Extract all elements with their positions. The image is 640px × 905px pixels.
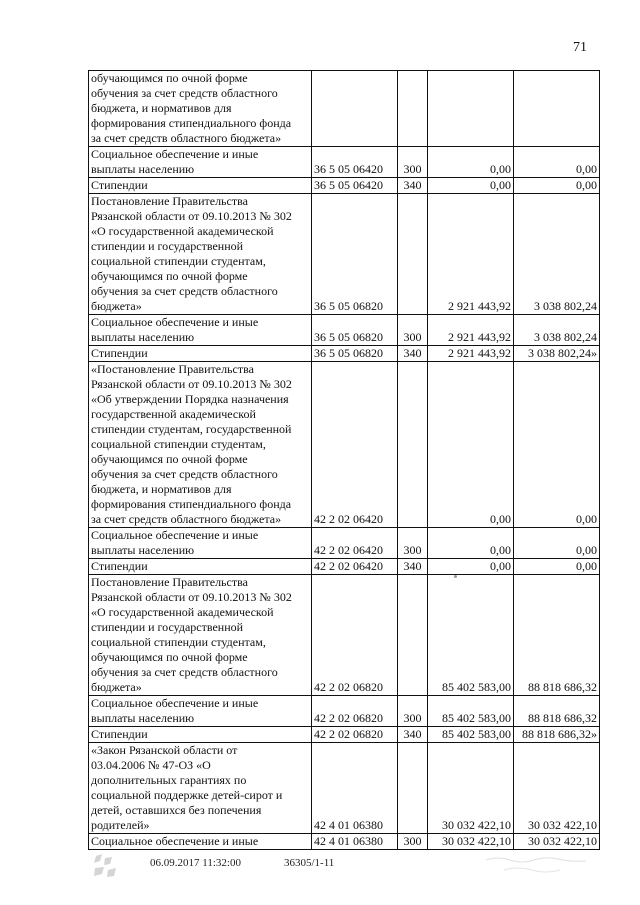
row-description [89,834,312,850]
row-description [89,315,312,346]
description-line: стипендии и государственной [91,620,244,634]
row-amount-year-1: 30 032 422,10 [428,743,514,834]
row-amount-year-1: 85 402 583,00 [428,575,514,696]
faded-stamp-icon [90,852,120,880]
table-row [89,315,600,346]
description-line: выплаты населению [91,543,195,557]
row-amount-year-1 [428,71,514,147]
table-row [89,147,600,178]
row-amount-year-2: 88 818 686,32 [514,696,600,727]
row-description [89,528,312,559]
description-line: обучения за счет средств областного [91,467,278,481]
row-budget-code: 42 2 02 06420 [312,362,398,528]
row-expense-type: 300 [398,315,428,346]
description-line: бюджета, и нормативов для [91,482,232,496]
row-expense-type [398,71,428,147]
description-line: Постановление Правительства [91,575,248,589]
row-budget-code: 36 5 05 06820 [312,194,398,315]
row-amount-year-2: 0,00 [514,362,600,528]
description-line: выплаты населению [91,162,195,176]
row-amount-year-2: 30 032 422,10 [514,834,600,850]
row-amount-year-1: 0,00 [428,362,514,528]
row-amount-year-1: 0,00 [428,178,514,194]
row-budget-code: 42 2 02 06820 [312,696,398,727]
footer-document-code: 36305/1-11 [284,857,335,869]
description-line: формирования стипендиального фонда [91,497,292,511]
description-line: 03.04.2006 № 47-ОЗ «О [91,758,211,772]
table-row [89,727,600,743]
row-budget-code: 36 5 05 06420 [312,178,398,194]
row-expense-type: 300 [398,147,428,178]
row-description [89,727,312,743]
row-amount-year-1: 2 921 443,92 [428,315,514,346]
description-line: обучающимся по очной форме [91,452,248,466]
description-line: Рязанской области от 09.10.2013 № 302 [91,590,292,604]
description-line: Стипендии [91,178,148,192]
description-line: Социальное обеспечение и иные [91,696,259,710]
row-amount-year-2: 0,00 [514,559,600,575]
row-description [89,147,312,178]
description-line: обучения за счет средств областного [91,284,278,298]
description-line: стипендии студентам, государственной [91,422,292,436]
description-line: государственной академической [91,407,256,421]
row-amount-year-2: 3 038 802,24» [514,346,600,362]
row-amount-year-2: 0,00 [514,528,600,559]
description-line: обучающимся по очной форме [91,269,248,283]
row-budget-code: 42 2 02 06820 [312,727,398,743]
row-amount-year-1: 2 921 443,92 [428,346,514,362]
row-description [89,178,312,194]
row-expense-type: 340 [398,559,428,575]
description-line: формирования стипендиального фонда [91,116,292,130]
table-row [89,362,600,528]
row-amount-year-2: 0,00 [514,178,600,194]
description-line: Социальное обеспечение и иные [91,147,259,161]
description-line: стипендии и государственной [91,239,244,253]
description-line: бюджета» [91,299,142,313]
table-row [89,559,600,575]
row-amount-year-1: 2 921 443,92 [428,194,514,315]
description-line: социальной поддержке детей-сирот и [91,788,283,802]
row-amount-year-2: 0,00 [514,147,600,178]
description-line: бюджета, и нормативов для [91,101,232,115]
description-line: Стипендии [91,559,148,573]
row-expense-type: 300 [398,696,428,727]
description-line: социальной стипендии студентам, [91,437,266,451]
row-budget-code: 36 5 05 06820 [312,346,398,362]
description-line: выплаты населению [91,711,195,725]
table-row [89,743,600,834]
description-line: дополнительных гарантиях по [91,773,247,787]
row-expense-type: 340 [398,346,428,362]
row-description [89,362,312,528]
description-line: выплаты населению [91,330,195,344]
row-amount-year-2: 3 038 802,24 [514,194,600,315]
table-row [89,194,600,315]
footer-date: 06.09.2017 11:32:00 [150,857,241,869]
row-expense-type [398,194,428,315]
description-line: за счет средств областного бюджета» [91,131,282,145]
table-row [89,528,600,559]
row-amount-year-2: 88 818 686,32 [514,575,600,696]
row-expense-type: 300 [398,528,428,559]
description-line: «Закон Рязанской области от [91,743,238,757]
row-expense-type [398,362,428,528]
description-line: Рязанской области от 09.10.2013 № 302 [91,377,292,391]
row-budget-code: 42 2 02 06820 [312,575,398,696]
description-line: «О государственной академической [91,605,274,619]
row-amount-year-2: 3 038 802,24 [514,315,600,346]
row-amount-year-1: 85 402 583,00 [428,696,514,727]
row-description [89,743,312,834]
row-description [89,71,312,147]
row-description [89,575,312,696]
description-line: Социальное обеспечение и иные [91,528,259,542]
description-line: «Постановление Правительства [91,362,254,376]
row-amount-year-2: 30 032 422,10 [514,743,600,834]
table-row [89,575,600,696]
description-line: обучения за счет средств областного [91,86,278,100]
description-line: обучающимся по очной форме [91,650,248,664]
row-amount-year-1: 0,00 [428,528,514,559]
row-expense-type: 300 [398,834,428,850]
description-line: «О государственной академической [91,224,274,238]
description-line: Социальное обеспечение и иные [91,834,259,848]
budget-table-body [89,71,600,850]
row-amount-year-2 [514,71,600,147]
description-line: за счет средств областного бюджета» [91,512,282,526]
row-budget-code: 42 2 02 06420 [312,559,398,575]
row-description [89,194,312,315]
row-budget-code: 42 4 01 06380 [312,743,398,834]
description-line: родителей» [91,818,150,832]
row-amount-year-1: 85 402 583,00 [428,727,514,743]
row-budget-code: 36 5 05 06420 [312,147,398,178]
row-amount-year-1: 0,00 [428,147,514,178]
row-expense-type: 340 [398,178,428,194]
faded-signature-icon [484,854,590,876]
row-expense-type: 340 [398,727,428,743]
description-line: Стипендии [91,346,148,360]
description-line: обучающимся по очной форме [91,71,248,85]
description-line: социальной стипендии студентам, [91,635,266,649]
description-line: социальной стипендии студентам, [91,254,266,268]
page-number: 71 [573,40,587,55]
table-row [89,71,600,147]
description-line: «Об утверждении Порядка назначения [91,392,289,406]
description-line: бюджета» [91,680,142,694]
row-amount-year-2: 88 818 686,32» [514,727,600,743]
description-line: детей, оставшихся без попечения [91,803,262,817]
description-line: Социальное обеспечение и иные [91,315,259,329]
row-budget-code: 36 5 05 06820 [312,315,398,346]
description-line: Стипендии [91,727,148,741]
row-amount-year-1: 0,00 [428,559,514,575]
row-description [89,346,312,362]
row-description [89,559,312,575]
row-amount-year-1: 30 032 422,10 [428,834,514,850]
row-expense-type [398,575,428,696]
table-row [89,696,600,727]
table-row [89,834,600,850]
description-line: Постановление Правительства [91,194,248,208]
budget-table [88,70,600,850]
row-budget-code: 42 4 01 06380 [312,834,398,850]
scan-speck [454,575,457,578]
table-row [89,178,600,194]
row-description [89,696,312,727]
description-line: обучения за счет средств областного [91,665,278,679]
table-row [89,346,600,362]
row-expense-type [398,743,428,834]
row-budget-code: 42 2 02 06420 [312,528,398,559]
row-budget-code [312,71,398,147]
description-line: Рязанской области от 09.10.2013 № 302 [91,209,292,223]
